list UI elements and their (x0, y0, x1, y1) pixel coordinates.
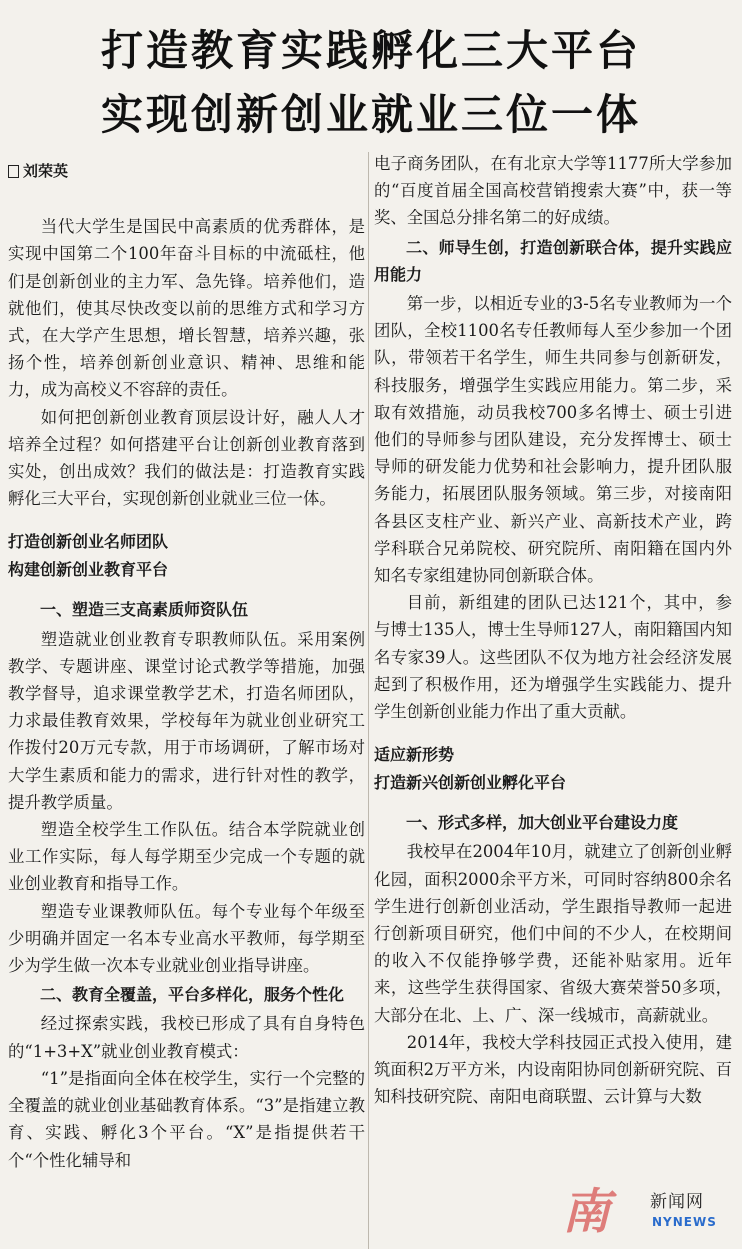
watermark-site-en: NYNEWS (652, 1215, 717, 1229)
paragraph: 经过探索实践，我校已形成了具有自身特色的“1+3+X”就业创业教育模式： (8, 1014, 365, 1061)
headline-line-1: 打造教育实践孵化三大平台 (100, 26, 641, 75)
right-column-body (374, 150, 732, 1111)
headline (0, 0, 742, 150)
subheading: 二、师导生创，打造创新联合体，提升实践应用能力 (374, 237, 732, 284)
watermark-site-name: 新闻网 (650, 1192, 704, 1212)
paragraph: 我校早在2004年10月，就建立了创新创业孵化园，面积2000余平方米，可同时容纳800余名学生进行创新创业活动，学生跟指导教师一起进行创新项目研究，他们中间的不少人，在校期间的收入不仅能挣够学费，还能补贴家用。近年来，这些学生获得国家、省级大赛荣誉50多项，大部分在北、上、广、深一线城市，高薪就业。 (374, 842, 732, 1025)
watermark-logo-glyph: 南 (562, 1184, 611, 1240)
subheading: 一、塑造三支高素质师资队伍 (40, 600, 249, 620)
paragraph: 第一步，以相近专业的3-5名专业教师为一个团队，全校1100名专任教师每人至少参加一个团队，带领若干名学生，师生共同参与创新研发，科技服务，增强学生实践应用能力。第二步，采取有效措施，动员我校700多名博士、硕士引进他们的导师参与团队建设，充分发挥博士、硕士导师的研发能力优势和社会影响力，提升团队服务能力，拓展团队服务领域。第三步，对接南阳各县区支柱产业、新兴产业、高新技术产业，跨学科联合兄弟院校、研究院所、南阳籍在国内外知名专家组建协同创新联合体。 (374, 294, 732, 586)
paragraph: 塑造全校学生工作队伍。结合本学院就业创业工作实际，每人每学期至少完成一个专题的就业创业教育和指导工作。 (8, 820, 365, 894)
section-heading (374, 741, 732, 797)
byline-author: 刘荣英 (23, 162, 69, 180)
column-divider (368, 152, 369, 1249)
paragraph: 塑造专业课教师队伍。每个专业每个年级至少明确并固定一名本专业高水平教师，每学期至少为学生做一次本专业就业创业指导讲座。 (8, 901, 365, 976)
left-column-body (8, 213, 365, 1174)
paragraph: 目前，新组建的团队已达121个，其中，参与博士135人，博士生导师127人，南阳籍国内知名专家39人。这些团队不仅为地方社会经济发展起到了积极作用，还为增强学生实践能力、提升学生创新创业能力作出了重大贡献。 (374, 593, 732, 722)
left-column (8, 150, 365, 1249)
byline (8, 158, 365, 185)
section-heading-line: 打造新兴创新创业孵化平台 (374, 773, 567, 793)
section-heading-line: 构建创新创业教育平台 (8, 560, 169, 580)
site-watermark (562, 1183, 732, 1241)
paragraph-continued: 电子商务团队，在有北京大学等1177所大学参加的“百度首届全国高校营销搜索大赛”中，获一等奖、全国总分排名第二的好成绩。 (374, 154, 732, 228)
section-heading-line: 适应新形势 (374, 745, 455, 765)
subheading: 二、教育全覆盖，平台多样化，服务个性化 (40, 985, 345, 1005)
byline-box-icon (8, 165, 19, 178)
paragraph: 2014年，我校大学科技园正式投入使用，建筑面积2万平方米，内设南阳协同创新研究院、百知科技研究院、南阳电商联盟、云计算与大数 (374, 1032, 732, 1107)
paragraph: 如何把创新创业教育顶层设计好，融人人才培养全过程？如何搭建平台让创新创业教育落到实处，创出成效？我们的做法是：打造教育实践孵化三大平台，实现创新创业就业三位一体。 (8, 407, 365, 509)
paragraph: 塑造就业创业教育专职教师队伍。采用案例教学、专题讲座、课堂讨论式教学等措施，加强教学督导，追求课堂教学艺术，打造名师团队，力求最佳教育效果，学校每年为就业创业研究工作拨付20万元专款，用于市场调研，了解市场对大学生素质和能力的需求，进行针对性的教学，提升教学质量。 (8, 629, 365, 812)
paragraph: “1”是指面向全体在校学生，实行一个完整的全覆盖的就业创业基础教育体系。“3”是指建立教育、实践、孵化3个平台。“X”是指提供若干个“个性化辅导和 (8, 1068, 365, 1170)
headline-line-2: 实现创新创业就业三位一体 (100, 90, 641, 139)
section-heading (8, 528, 365, 584)
right-column (374, 150, 732, 1249)
paragraph: 当代大学生是国民中高素质的优秀群体，是实现中国第二个100年奋斗目标的中流砥柱，他们是创新创业的主力军、急先锋。培养他们，造就他们，使其尽快改变以前的思维方式和学习方式，在大学产生思想，增长智慧，培养兴趣，张扬个性，培养创新创业意识、精神、思维和能力，成为高校义不容辞的责任。 (8, 217, 365, 400)
section-heading-line: 打造创新创业名师团队 (8, 532, 169, 552)
subheading: 一、形式多样，加大创业平台建设力度 (406, 813, 679, 833)
